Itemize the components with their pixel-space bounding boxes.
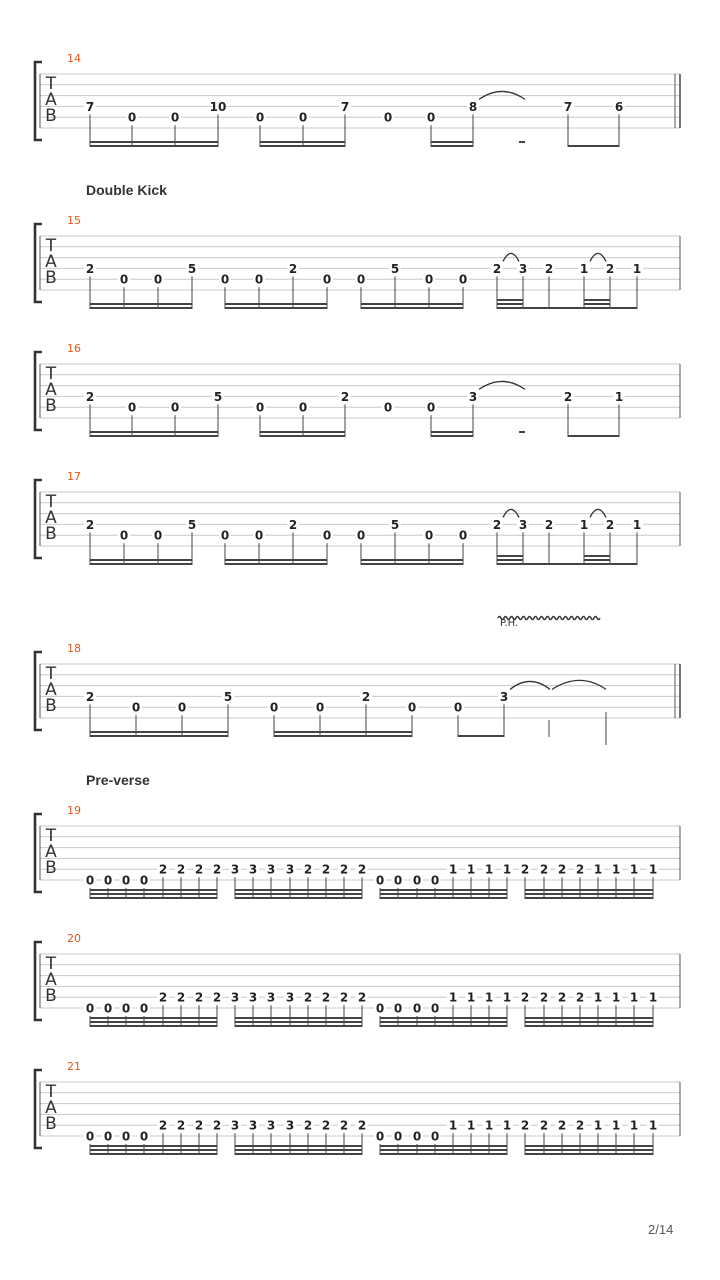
fret-number: 1 [611,990,621,1005]
fret-number: 2 [158,862,168,877]
fret-number: 1 [448,990,458,1005]
fret-number: 0 [298,400,308,415]
fret-number: 1 [593,862,603,877]
fret-number: 2 [212,1118,222,1133]
fret-number: 2 [492,261,502,276]
fret-number: 0 [254,528,264,543]
tab-clef-a: A [45,90,57,110]
tab-clef-t: T [45,74,57,94]
fret-number: 2 [339,1118,349,1133]
palm-harmonic-label: P.H. [500,618,519,629]
fret-number: 0 [298,110,308,125]
fret-number: 2 [339,862,349,877]
fret-number: 0 [393,873,403,888]
tab-staff [35,617,680,746]
tab-clef-a: A [45,508,57,528]
fret-number: 0 [269,700,279,715]
fret-number: 8 [468,99,478,114]
fret-number: 2 [158,990,168,1005]
fret-number: 0 [103,1001,113,1016]
fret-number: 2 [303,862,313,877]
fret-number: 0 [453,700,463,715]
tab-clef-t: T [45,492,57,512]
fret-number: 2 [321,862,331,877]
fret-number: 2 [194,990,204,1005]
fret-number: 0 [119,528,129,543]
fret-number: 0 [412,1129,422,1144]
fret-number: 1 [502,1118,512,1133]
tab-staff [35,214,680,309]
fret-number: 2 [544,517,554,532]
fret-number: 3 [518,517,528,532]
fret-number: 0 [458,528,468,543]
fret-number: 0 [121,1129,131,1144]
fret-number: 1 [632,517,642,532]
fret-number: 0 [424,528,434,543]
fret-number: 0 [254,272,264,287]
tab-clef-b: B [45,268,57,288]
measure-number: 19 [67,804,81,817]
fret-number: 1 [648,862,658,877]
fret-number: 2 [520,862,530,877]
fret-number: 3 [248,862,258,877]
fret-number: 2 [557,1118,567,1133]
tab-clef-t: T [45,364,57,384]
fret-number: 0 [103,1129,113,1144]
section-label-pre-verse: Pre-verse [86,772,150,788]
fret-number: 0 [85,873,95,888]
fret-number: 0 [121,1001,131,1016]
tab-clef-b: B [45,858,57,878]
fret-number: 0 [356,272,366,287]
measure-number: 14 [67,52,81,65]
fret-number: 2 [520,1118,530,1133]
fret-number: 2 [357,990,367,1005]
fret-number: 0 [426,110,436,125]
fret-number: 0 [430,1129,440,1144]
fret-number: 0 [127,400,137,415]
fret-number: 5 [187,261,197,276]
tab-clef-t: T [45,236,57,256]
fret-number: 1 [484,862,494,877]
fret-number: 1 [611,1118,621,1133]
fret-number: 1 [632,261,642,276]
fret-number: 7 [85,99,95,114]
fret-number: 3 [499,689,509,704]
tab-clef-b: B [45,106,57,126]
fret-number: 3 [266,990,276,1005]
fret-number: 0 [383,400,393,415]
fret-number: 2 [176,990,186,1005]
fret-number: 2 [212,862,222,877]
tab-staff [35,470,680,565]
fret-number: 0 [412,873,422,888]
fret-number: 0 [412,1001,422,1016]
fret-number: 0 [375,873,385,888]
fret-number: 2 [544,261,554,276]
fret-number: 0 [153,528,163,543]
tab-clef-b: B [45,1114,57,1134]
fret-number: 3 [230,1118,240,1133]
fret-number: 1 [579,261,589,276]
tab-clef-t: T [45,954,57,974]
fret-number: 3 [266,862,276,877]
fret-number: 0 [139,873,149,888]
fret-number: 2 [605,517,615,532]
fret-number: 2 [539,990,549,1005]
fret-number: 1 [502,862,512,877]
fret-number: 0 [255,400,265,415]
fret-number: 2 [575,1118,585,1133]
fret-number: 0 [153,272,163,287]
fret-number: 2 [321,990,331,1005]
fret-number: 2 [288,261,298,276]
fret-number: 10 [209,99,227,114]
fret-number: 2 [575,990,585,1005]
fret-number: 3 [285,862,295,877]
fret-number: 0 [426,400,436,415]
measure-number: 21 [67,1060,81,1073]
fret-number: 3 [518,261,528,276]
fret-number: 1 [448,1118,458,1133]
fret-number: 2 [321,1118,331,1133]
tab-clef-b: B [45,696,57,716]
fret-number: 0 [375,1129,385,1144]
fret-number: 1 [466,990,476,1005]
fret-number: 1 [484,1118,494,1133]
fret-number: 2 [194,1118,204,1133]
fret-number: 2 [539,1118,549,1133]
fret-number: 0 [170,110,180,125]
fret-number: 1 [611,862,621,877]
measure-number: 18 [67,642,81,655]
fret-number: 2 [357,862,367,877]
fret-number: 0 [119,272,129,287]
fret-number: 1 [614,389,624,404]
fret-number: 0 [430,1001,440,1016]
tie-arc [552,680,606,689]
measure-number: 15 [67,214,81,227]
tab-staff [35,1060,680,1155]
fret-number: 0 [85,1001,95,1016]
fret-number: 0 [322,272,332,287]
fret-number: 0 [383,110,393,125]
page-number: 2/14 [648,1222,674,1237]
fret-number: 0 [103,873,113,888]
fret-number: 3 [248,990,258,1005]
fret-number: 2 [303,990,313,1005]
fret-number: 2 [492,517,502,532]
fret-number: 5 [390,517,400,532]
fret-number: 3 [285,1118,295,1133]
fret-number: 0 [127,110,137,125]
fret-number: 0 [121,873,131,888]
fret-number: 1 [593,990,603,1005]
fret-number: 2 [361,689,371,704]
fret-number: 2 [85,389,95,404]
fret-number: 5 [187,517,197,532]
fret-number: 2 [212,990,222,1005]
tab-clef-t: T [45,664,57,684]
tab-clef-a: A [45,1098,57,1118]
fret-number: 3 [468,389,478,404]
fret-number: 1 [629,1118,639,1133]
fret-number: 2 [557,990,567,1005]
measure-number: 17 [67,470,81,483]
fret-number: 5 [390,261,400,276]
fret-number: 2 [357,1118,367,1133]
fret-number: 0 [139,1129,149,1144]
fret-number: 2 [194,862,204,877]
fret-number: 0 [131,700,141,715]
fret-number: 1 [466,1118,476,1133]
fret-number: 2 [539,862,549,877]
fret-number: 0 [322,528,332,543]
fret-number: 2 [85,261,95,276]
fret-number: 3 [248,1118,258,1133]
fret-number: 2 [288,517,298,532]
fret-number: 1 [466,862,476,877]
section-label-double-kick: Double Kick [86,182,167,198]
tab-clef-b: B [45,524,57,544]
fret-number: 0 [393,1001,403,1016]
fret-number: 1 [484,990,494,1005]
fret-number: 1 [648,990,658,1005]
fret-number: 0 [458,272,468,287]
fret-number: 2 [563,389,573,404]
fret-number: 0 [220,272,230,287]
fret-number: 2 [339,990,349,1005]
fret-number: 0 [356,528,366,543]
tab-staff [35,804,680,899]
fret-number: 1 [593,1118,603,1133]
fret-number: 0 [424,272,434,287]
fret-number: 3 [230,990,240,1005]
fret-number: 3 [230,862,240,877]
fret-number: 0 [430,873,440,888]
fret-number: 2 [303,1118,313,1133]
tab-clef-a: A [45,252,57,272]
fret-number: 0 [170,400,180,415]
tab-staff [35,52,680,147]
measure-number: 20 [67,932,81,945]
fret-number: 0 [315,700,325,715]
fret-number: 5 [213,389,223,404]
fret-number: 1 [629,990,639,1005]
fret-number: 2 [85,689,95,704]
vibrato-wave [498,617,600,620]
fret-number: 1 [648,1118,658,1133]
tab-clef-a: A [45,842,57,862]
fret-number: 6 [614,99,624,114]
fret-number: 0 [407,700,417,715]
fret-number: 3 [285,990,295,1005]
fret-number: 1 [629,862,639,877]
fret-number: 2 [575,862,585,877]
tab-staff [35,342,680,437]
fret-number: 2 [520,990,530,1005]
fret-number: 1 [502,990,512,1005]
fret-number: 2 [85,517,95,532]
tab-clef-a: A [45,970,57,990]
tab-staff [35,932,680,1027]
tab-clef-b: B [45,396,57,416]
fret-number: 7 [563,99,573,114]
fret-number: 0 [255,110,265,125]
fret-number: 0 [139,1001,149,1016]
tab-clef-b: B [45,986,57,1006]
fret-number: 2 [340,389,350,404]
fret-number: 2 [605,261,615,276]
fret-number: 0 [375,1001,385,1016]
tab-clef-t: T [45,826,57,846]
fret-number: 2 [176,1118,186,1133]
tab-clef-a: A [45,380,57,400]
fret-number: 1 [579,517,589,532]
tab-clef-a: A [45,680,57,700]
fret-number: 2 [557,862,567,877]
fret-number: 0 [393,1129,403,1144]
fret-number: 2 [158,1118,168,1133]
fret-number: 2 [176,862,186,877]
fret-number: 0 [177,700,187,715]
fret-number: 0 [85,1129,95,1144]
fret-number: 3 [266,1118,276,1133]
fret-number: 1 [448,862,458,877]
fret-number: 5 [223,689,233,704]
fret-number: 7 [340,99,350,114]
measure-number: 16 [67,342,81,355]
fret-number: 0 [220,528,230,543]
tab-clef-t: T [45,1082,57,1102]
